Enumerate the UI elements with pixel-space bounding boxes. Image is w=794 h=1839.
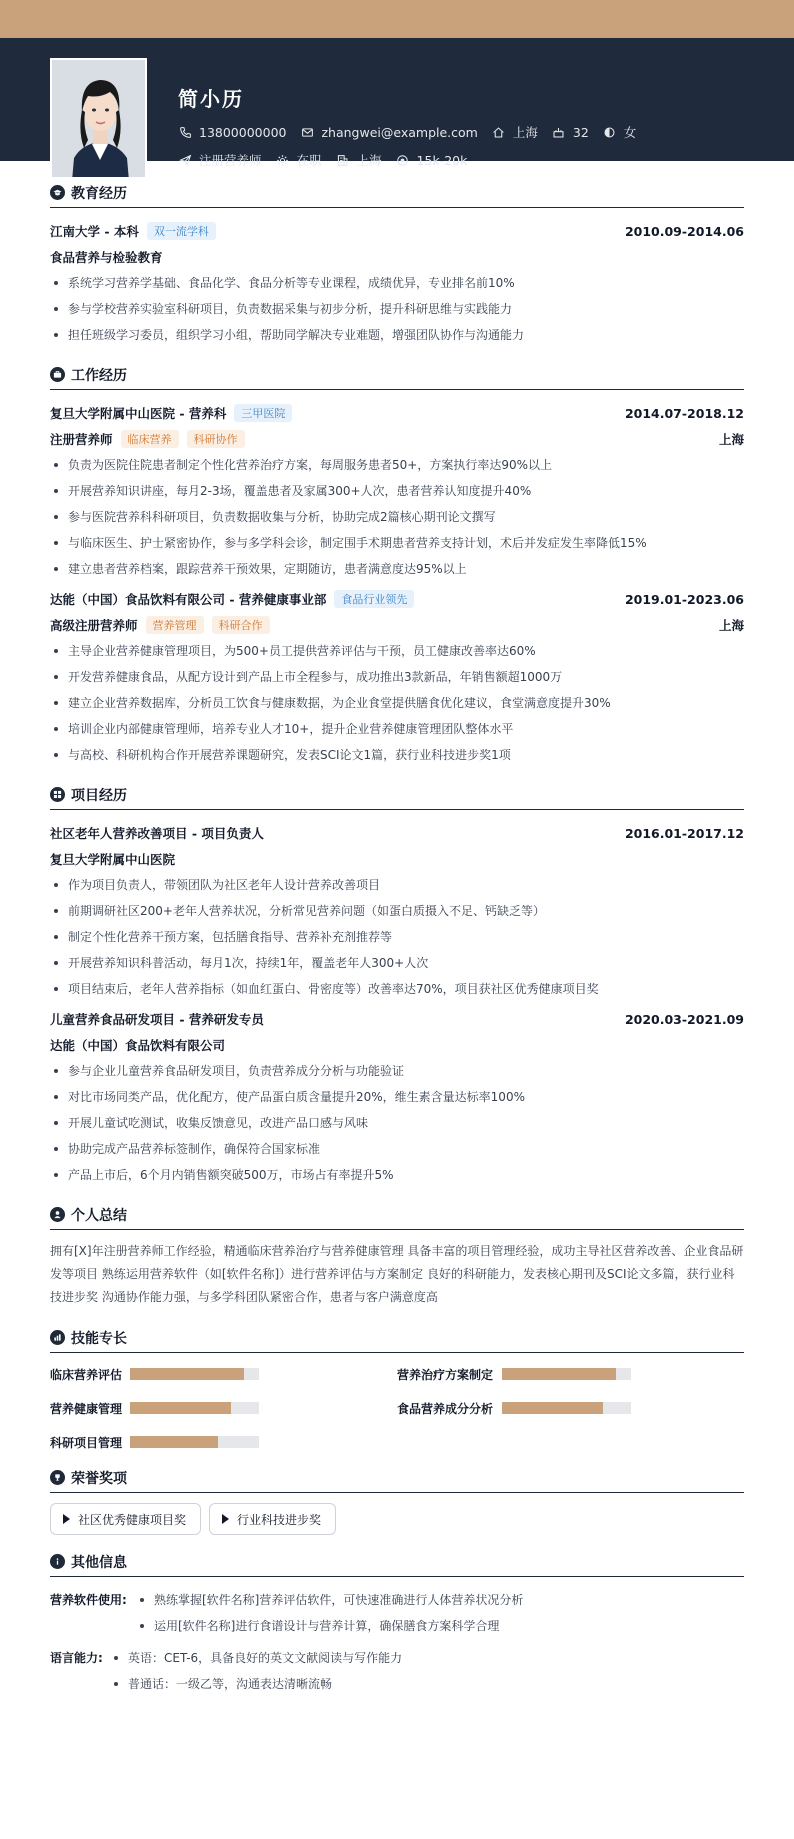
section-header: [50, 1200, 744, 1230]
section-header: [50, 178, 744, 208]
salary-info: [396, 153, 468, 168]
home-icon: [492, 125, 506, 139]
list-item: 担任班级学习委员，组织学习小组，帮助同学解决专业难题，增强团队协作与沟通能力: [50, 322, 744, 348]
role-tag: 临床营养: [121, 430, 179, 448]
position-text: 注册营养师: [199, 153, 262, 168]
company-tag: 三甲医院: [234, 404, 292, 422]
list-item: 开发营养健康食品，从配方设计到产品上市全程参与，成功推出3款新品，年销售额超1000万: [50, 664, 744, 690]
list-item: 前期调研社区200+老年人营养状况，分析常见营养问题（如蛋白质摄入不足、钙缺乏等）: [50, 898, 744, 924]
list-item: 普通话：一级乙等，沟通表达清晰流畅: [110, 1671, 402, 1697]
section-title: 个人总结: [71, 1207, 127, 1224]
list-item: 英语：CET-6，具备良好的英文文献阅读与写作能力: [110, 1645, 402, 1671]
send-icon: [178, 153, 192, 167]
candidate-name: 简小历: [178, 87, 244, 111]
awards-section: [50, 1463, 744, 1535]
list-item: 系统学习营养学基础、食品化学、食品分析等专业课程，成绩优异，专业排名前10%: [50, 270, 744, 296]
gender-info: [603, 123, 637, 141]
list-item: 开展营养知识讲座，每月2-3场，覆盖患者及家属300+人次，患者营养认知度提升40%: [50, 478, 744, 504]
target-city-text: 上海: [356, 153, 382, 168]
summary-text: [50, 1240, 744, 1309]
section-title: 其他信息: [71, 1554, 127, 1571]
project-section: [50, 780, 744, 1188]
grid-icon: [50, 787, 65, 802]
work-date: 2019.01-2023.06: [624, 591, 744, 607]
work-date: 2014.07-2018.12: [624, 405, 744, 421]
target-city-info: [336, 151, 382, 169]
language-row: [50, 1645, 744, 1697]
section-header: [50, 1547, 744, 1577]
resume-header: [0, 38, 794, 168]
section-header: [50, 1323, 744, 1353]
role-tag: 科研合作: [212, 616, 270, 634]
work-location: 上海: [718, 618, 744, 633]
avatar: [50, 58, 147, 179]
language-list: [110, 1645, 402, 1697]
skill-bar-fill: [130, 1368, 244, 1380]
award-label: 行业科技进步奖: [237, 1512, 322, 1527]
top-accent-bar: [0, 0, 794, 38]
age-info: [552, 125, 589, 140]
list-item: 建立企业营养数据库，分析员工饮食与健康数据，为企业食堂提供膳食优化建议，食堂满意度提升30%: [50, 690, 744, 716]
email-info: [300, 125, 477, 140]
work-entry-header: [50, 586, 744, 612]
project-entry-header: [50, 820, 744, 846]
phone-info: [178, 125, 286, 140]
graduation-cap-icon: [50, 185, 65, 200]
age-text: 32: [572, 124, 589, 140]
list-item: 作为项目负责人，带领团队为社区老年人设计营养改善项目: [50, 872, 744, 898]
mail-icon: [300, 125, 314, 139]
skill-name: 科研项目管理: [50, 1435, 123, 1450]
list-item: 运用[软件名称]进行食谱设计与营养计算，确保膳食方案科学合理: [136, 1613, 523, 1639]
skill-bar: [130, 1402, 259, 1414]
skill-name: 营养治疗方案制定: [397, 1367, 494, 1382]
project-name: 社区老年人营养改善项目 - 项目负责人: [50, 826, 264, 841]
project-org: 复旦大学附属中山医院: [50, 852, 176, 867]
building-icon: [336, 153, 350, 167]
summary-line: 拥有[X]年注册营养师工作经验，精通临床营养治疗与营养健康管理 具备丰富的项目管理经验，成功主导社区营养改善、企业食品研: [50, 1244, 744, 1258]
info-icon: [50, 1554, 65, 1569]
education-entry-header: [50, 218, 744, 244]
skill-bar: [130, 1368, 259, 1380]
section-header: [50, 360, 744, 390]
major-name: 食品营养与检验教育: [50, 250, 163, 265]
project-bullets: [50, 872, 744, 1002]
skills-section: [50, 1323, 744, 1453]
target-icon: [396, 153, 410, 167]
role-title: 高级注册营养师: [50, 618, 138, 633]
section-title: 项目经历: [71, 787, 127, 804]
list-item: 协助完成产品营养标签制作，确保符合国家标准: [50, 1136, 744, 1162]
company-name: 复旦大学附属中山医院 - 营养科: [50, 406, 227, 421]
skill-name: 食品营养成分分析: [397, 1401, 494, 1416]
city-info: [492, 123, 538, 141]
briefcase-icon: [50, 367, 65, 382]
user-icon: [50, 1207, 65, 1222]
section-header: [50, 1463, 744, 1493]
software-row: [50, 1587, 744, 1639]
gear-icon: [276, 153, 290, 167]
award-label: 社区优秀健康项目奖: [78, 1512, 187, 1527]
section-title: 荣誉奖项: [71, 1470, 127, 1487]
list-item: 负责为医院住院患者制定个性化营养治疗方案，每周服务患者50+，方案执行率达90%以上: [50, 452, 744, 478]
position-info: [178, 151, 262, 169]
list-item: 参与学校营养实验室科研项目，负责数据采集与初步分析，提升科研思维与实践能力: [50, 296, 744, 322]
project-entry-header: [50, 1006, 744, 1032]
resume-body: [50, 178, 744, 1697]
list-item: 熟练掌握[软件名称]营养评估软件，可快速准确进行人体营养状况分析: [136, 1587, 523, 1613]
project-name: 儿童营养食品研发项目 - 营养研发专员: [50, 1012, 264, 1027]
section-header: [50, 780, 744, 810]
play-icon: [63, 1514, 70, 1524]
skills-grid: [50, 1363, 744, 1453]
list-item: 参与医院营养科科研项目，负责数据收集与分析，协助完成2篇核心期刊论文撰写: [50, 504, 744, 530]
project-date: 2020.03-2021.09: [624, 1011, 744, 1027]
company-tag: 食品行业领先: [334, 590, 414, 608]
job-intent-row: [178, 151, 481, 169]
cake-icon: [552, 125, 566, 139]
trophy-icon: [50, 1470, 65, 1485]
phone-number: 13800000000: [199, 124, 287, 140]
phone-icon: [178, 125, 192, 139]
list-item: 开展营养知识科普活动，每月1次，持续1年，覆盖老年人300+人次: [50, 950, 744, 976]
list-item: 建立患者营养档案，跟踪营养干预效果，定期随访，患者满意度达95%以上: [50, 556, 744, 582]
skill-name: 临床营养评估: [50, 1367, 123, 1382]
status-text: 在职: [296, 153, 322, 168]
section-title: 技能专长: [71, 1330, 127, 1347]
skill-bar: [502, 1368, 631, 1380]
work-entry-header: [50, 400, 744, 426]
city-text: 上海: [512, 125, 538, 140]
status-info: [276, 151, 322, 169]
software-list: [136, 1587, 523, 1639]
award-chip: [50, 1503, 201, 1535]
education-date: 2010.09-2014.06: [624, 223, 744, 239]
list-item: 主导企业营养健康管理项目，为500+员工提供营养评估与干预，员工健康改善率达60%: [50, 638, 744, 664]
list-item: 项目结束后，老年人营养指标（如血红蛋白、骨密度等）改善率达70%，项目获社区优秀健康项目奖: [50, 976, 744, 1002]
list-item: 与高校、科研机构合作开展营养课题研究，发表SCI论文1篇，获行业科技进步奖1项: [50, 742, 744, 768]
role-title: 注册营养师: [50, 432, 113, 447]
section-title: 教育经历: [71, 185, 127, 202]
gender-text: 女: [623, 125, 637, 140]
play-icon: [222, 1514, 229, 1524]
language-label: 语言能力:: [50, 1651, 103, 1665]
skill-item: [50, 1397, 397, 1419]
skill-item: [50, 1363, 397, 1385]
skill-bar: [130, 1436, 259, 1448]
school-name: 江南大学 - 本科: [50, 224, 139, 239]
work-section: [50, 360, 744, 768]
skill-bar-fill: [130, 1402, 231, 1414]
skill-item: [397, 1397, 744, 1419]
work-bullets: [50, 638, 744, 768]
list-item: 与临床医生、护士紧密协作，参与多学科会诊，制定围手术期患者营养支持计划，术后并发症发生率降低15%: [50, 530, 744, 556]
summary-line: 发等项目 熟练运用营养软件（如[软件名称]）进行营养评估与方案制定 良好的科研能力，发表核心期刊及SCI论文多篇，获行业科: [50, 1267, 735, 1281]
work-location: 上海: [718, 432, 744, 447]
section-title: 工作经历: [71, 367, 127, 384]
gender-icon: [603, 125, 617, 139]
skill-bar-fill: [502, 1368, 616, 1380]
education-bullets: [50, 270, 744, 348]
summary-line: 技进步奖 沟通协作能力强，与多学科团队紧密合作，患者与客户满意度高: [50, 1290, 438, 1304]
summary-section: [50, 1200, 744, 1309]
role-tag: 科研协作: [187, 430, 245, 448]
skill-bar: [502, 1402, 631, 1414]
email-address: zhangwei@example.com: [321, 124, 478, 140]
list-item: 对比市场同类产品，优化配方，使产品蛋白质含量提升20%，维生素含量达标率100%: [50, 1084, 744, 1110]
software-label: 营养软件使用:: [50, 1593, 127, 1607]
award-chip: [209, 1503, 336, 1535]
list-item: 开展儿童试吃测试，收集反馈意见，改进产品口感与风味: [50, 1110, 744, 1136]
skill-bar-fill: [130, 1436, 218, 1448]
other-section: [50, 1547, 744, 1697]
project-org: 达能（中国）食品饮料有限公司: [50, 1038, 226, 1053]
bar-chart-icon: [50, 1330, 65, 1345]
skill-bar-fill: [502, 1402, 603, 1414]
list-item: 制定个性化营养干预方案，包括膳食指导、营养补充剂推荐等: [50, 924, 744, 950]
list-item: 参与企业儿童营养食品研发项目，负责营养成分分析与功能验证: [50, 1058, 744, 1084]
skill-item: [50, 1431, 397, 1453]
company-name: 达能（中国）食品饮料有限公司 - 营养健康事业部: [50, 592, 327, 607]
school-tag: 双一流学科: [147, 222, 216, 240]
role-tag: 营养管理: [146, 616, 204, 634]
contact-row: [178, 123, 650, 141]
skill-name: 营养健康管理: [50, 1401, 123, 1416]
salary-text: 15k-20k: [416, 152, 468, 168]
skill-item: [397, 1363, 744, 1385]
list-item: 产品上市后，6个月内销售额突破500万，市场占有率提升5%: [50, 1162, 744, 1188]
work-bullets: [50, 452, 744, 582]
project-bullets: [50, 1058, 744, 1188]
list-item: 培训企业内部健康管理师，培养专业人才10+，提升企业营养健康管理团队整体水平: [50, 716, 744, 742]
project-date: 2016.01-2017.12: [624, 825, 744, 841]
awards-list: [50, 1503, 744, 1535]
education-section: [50, 178, 744, 348]
